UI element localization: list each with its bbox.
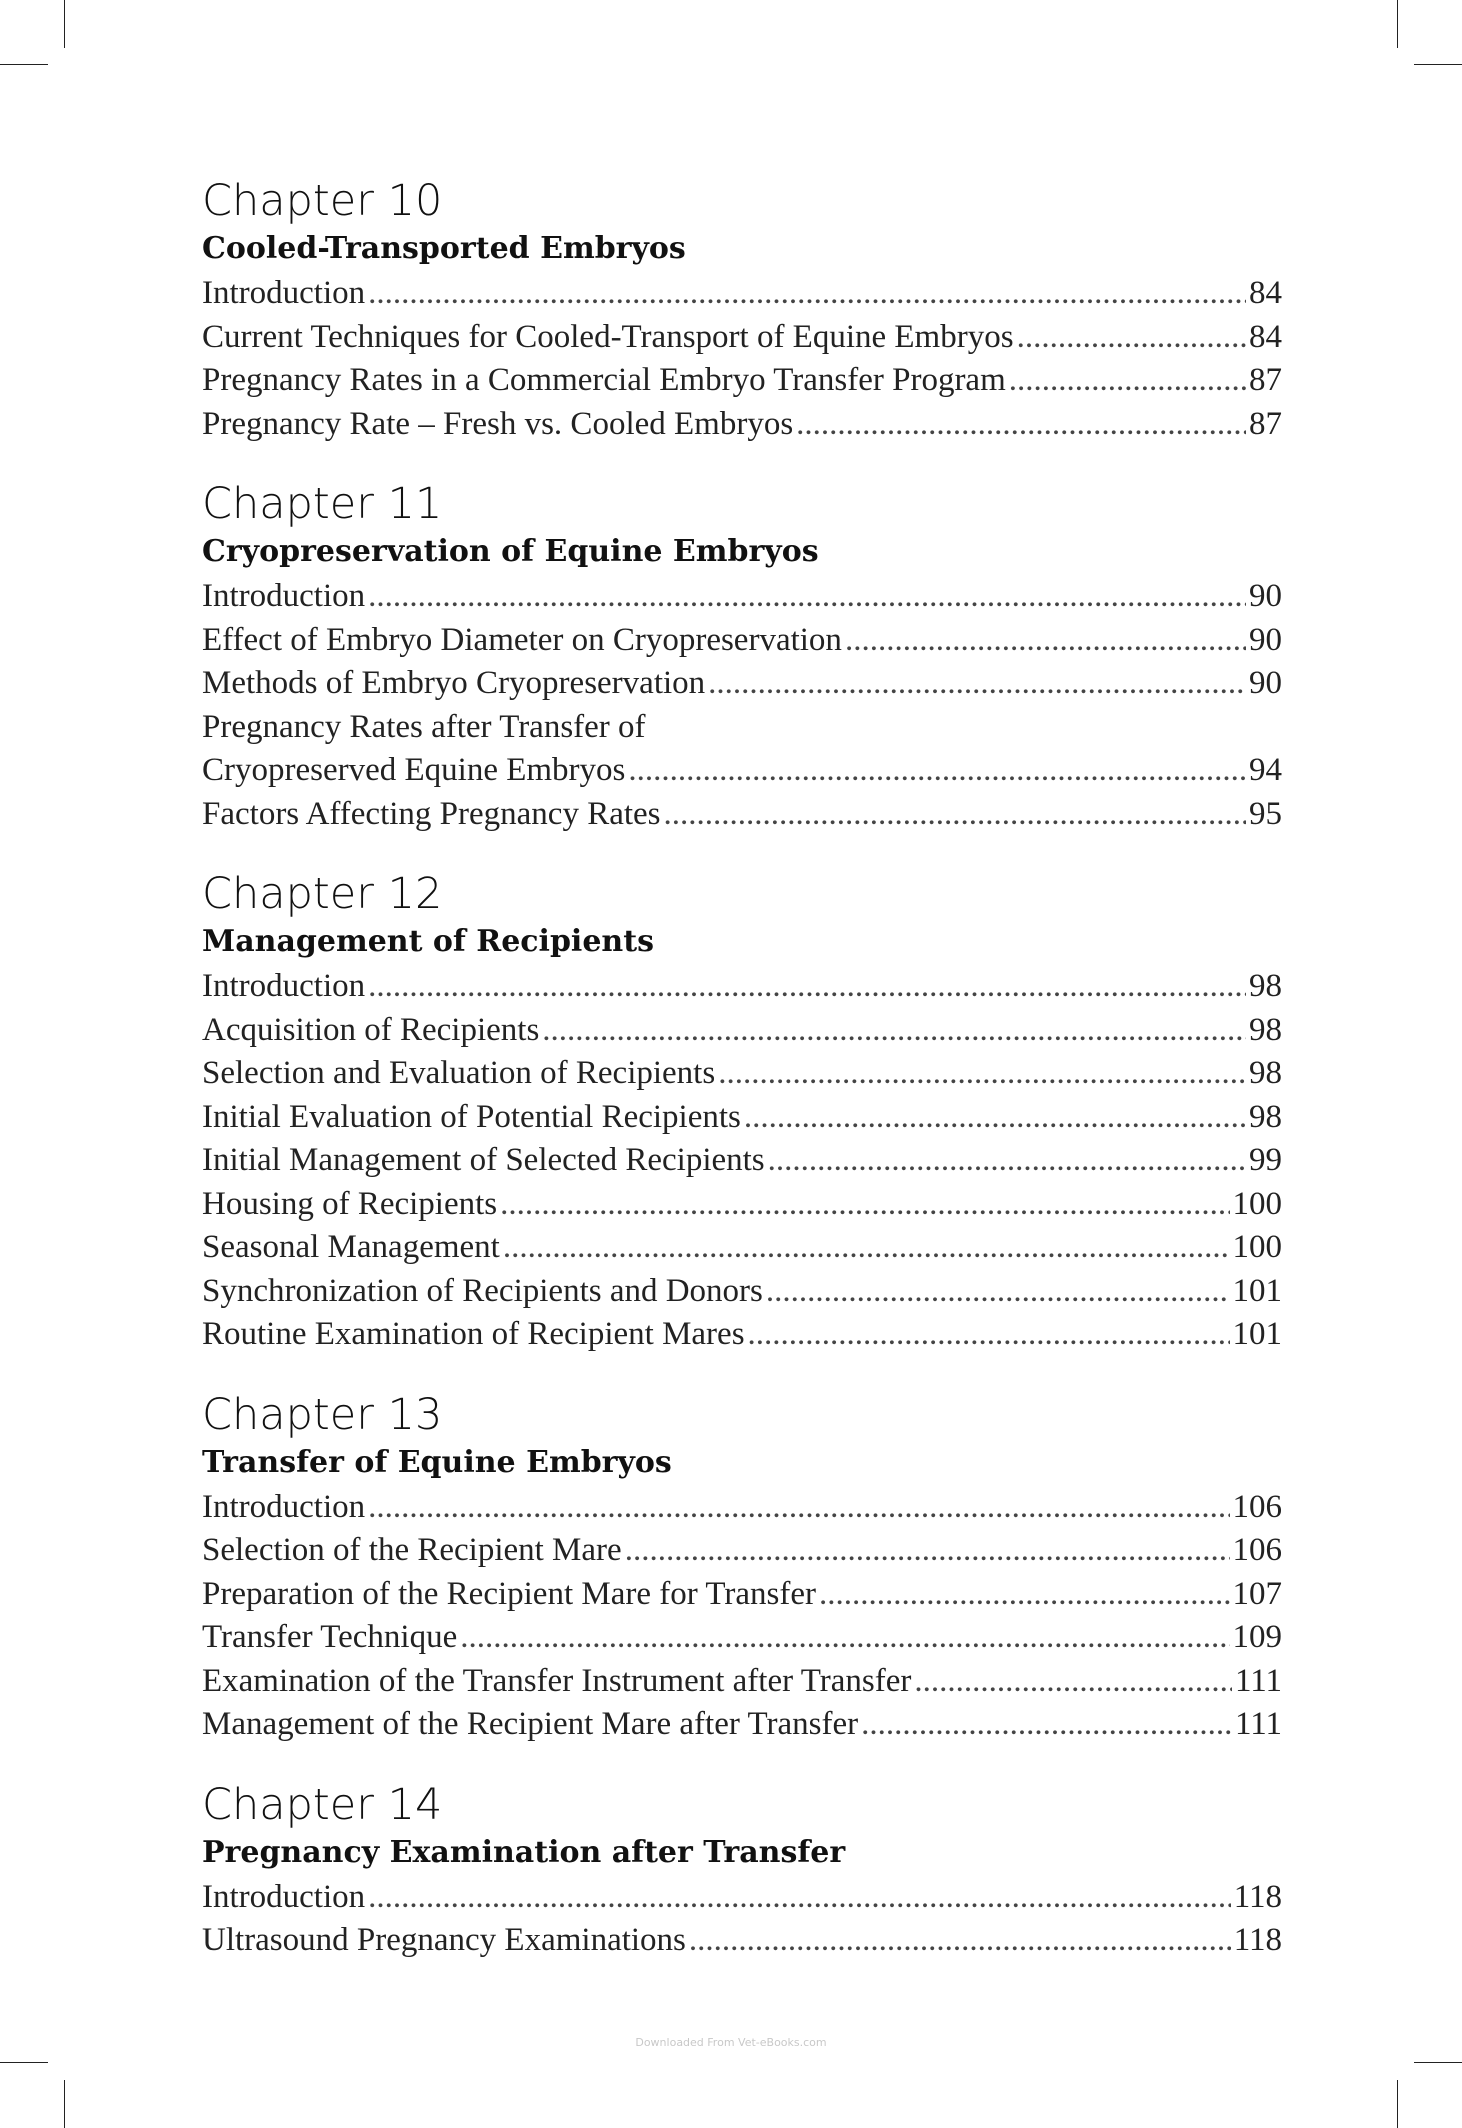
dot-leader <box>768 1139 1246 1183</box>
toc-entry-page: 100 <box>1232 1229 1282 1265</box>
toc-entry[interactable] <box>202 662 1282 706</box>
chapter-title: Pregnancy Examination after Transfer <box>202 1834 846 1870</box>
toc-entry[interactable] <box>202 1226 1282 1270</box>
toc-entry-page: 87 <box>1249 362 1282 398</box>
dot-leader <box>796 403 1246 447</box>
crop-mark-top-right <box>1414 64 1462 65</box>
dot-leader <box>689 1919 1231 1963</box>
toc-entry[interactable] <box>202 1703 1282 1747</box>
toc-entry[interactable] <box>202 1270 1282 1314</box>
toc-entry-title: Methods of Embryo Cryopreservation <box>202 665 706 701</box>
dot-leader <box>718 1052 1246 1096</box>
toc-entry[interactable] <box>202 793 1282 837</box>
footer-watermark: Downloaded From Vet-eBooks.com <box>635 2036 827 2049</box>
chapter-number: Chapter 14 <box>202 1779 443 1830</box>
dot-leader <box>628 749 1246 793</box>
chapter-title: Transfer of Equine Embryos <box>202 1444 672 1480</box>
toc-entry-page: 106 <box>1232 1532 1282 1568</box>
toc-entry-page: 84 <box>1249 318 1282 355</box>
toc-entry-page: 101 <box>1232 1272 1282 1309</box>
toc-entry-page: 98 <box>1249 1055 1282 1091</box>
toc-entry-title: Housing of Recipients <box>202 1185 498 1222</box>
dot-leader <box>766 1270 1230 1314</box>
toc-entry[interactable] <box>202 272 1282 316</box>
toc-entry-title: Management of the Recipient Mare after Transfer <box>202 1706 859 1742</box>
toc-entry[interactable] <box>202 359 1282 403</box>
toc-entry-title: Acquisition of Recipients <box>202 1011 540 1048</box>
dot-leader <box>845 619 1246 663</box>
toc-entry[interactable] <box>202 1660 1282 1704</box>
toc-entry-page: 106 <box>1232 1488 1282 1525</box>
chapter-number: Chapter 11 <box>202 479 443 529</box>
toc-entry-page: 118 <box>1233 1878 1282 1915</box>
toc-entry[interactable] <box>202 1009 1282 1053</box>
crop-mark-bottom-left <box>64 2080 65 2128</box>
toc-entry-page: 90 <box>1249 665 1282 701</box>
toc-entry-title: Initial Evaluation of Potential Recipients <box>202 1098 741 1135</box>
toc-entry[interactable] <box>202 706 1282 750</box>
toc-entry[interactable] <box>202 965 1282 1009</box>
dot-leader <box>914 1660 1232 1704</box>
dot-leader <box>1009 359 1246 403</box>
toc-entry-title: Synchronization of Recipients and Donors <box>202 1272 763 1309</box>
toc-entry[interactable] <box>202 1919 1282 1963</box>
toc-entry-title: Cryopreserved Equine Embryos <box>202 752 626 788</box>
toc-entry-title: Pregnancy Rates after Transfer of <box>202 708 646 745</box>
toc-entry-page: 109 <box>1232 1619 1282 1655</box>
toc-entry-title: Factors Affecting Pregnancy Rates <box>202 795 661 832</box>
chapter-title: Management of Recipients <box>202 924 654 959</box>
toc-entry[interactable] <box>202 1313 1282 1357</box>
toc-entry[interactable] <box>202 1486 1282 1530</box>
toc-entry-page: 98 <box>1249 1098 1282 1135</box>
chapter-title: Cooled-Transported Embryos <box>202 231 686 266</box>
dot-leader <box>368 1876 1231 1920</box>
toc-entry[interactable] <box>202 1529 1282 1573</box>
dot-leader <box>819 1573 1230 1617</box>
toc-entry-page: 100 <box>1232 1185 1282 1222</box>
chapter-title: Cryopreservation of Equine Embryos <box>202 534 819 569</box>
crop-mark-bottom-right <box>1414 2062 1462 2063</box>
toc-entry-page: 95 <box>1249 795 1282 832</box>
toc-entry-page: 107 <box>1232 1575 1282 1612</box>
toc-entry-page: 90 <box>1249 621 1282 658</box>
toc-entry-page: 98 <box>1249 968 1282 1004</box>
chapter-section <box>202 1390 1282 1747</box>
toc-entry-title: Pregnancy Rates in a Commercial Embryo Transfer Program <box>202 362 1006 398</box>
crop-mark-top-left <box>0 64 48 65</box>
toc-entry[interactable] <box>202 1616 1282 1660</box>
crop-mark-top-left <box>64 0 65 48</box>
toc-entry[interactable] <box>202 749 1282 793</box>
toc-entry-title: Seasonal Management <box>202 1229 500 1265</box>
toc-entry[interactable] <box>202 403 1282 447</box>
toc-entry[interactable] <box>202 316 1282 360</box>
toc-entry-page: 99 <box>1249 1142 1282 1178</box>
toc-entry-title: Initial Management of Selected Recipients <box>202 1142 765 1178</box>
dot-leader <box>542 1009 1246 1053</box>
crop-mark-top-right <box>1397 0 1398 48</box>
toc-entry-title: Ultrasound Pregnancy Examinations <box>202 1922 686 1958</box>
toc-entry-title: Transfer Technique <box>202 1619 458 1655</box>
toc-entry-page: 84 <box>1249 275 1282 311</box>
toc-entry[interactable] <box>202 1096 1282 1140</box>
dot-leader <box>625 1529 1230 1573</box>
chapter-section <box>202 176 1282 446</box>
toc-entry-title: Pregnancy Rate – Fresh vs. Cooled Embryos <box>202 405 794 442</box>
chapter-number: Chapter 13 <box>202 1389 443 1440</box>
dot-leader <box>708 662 1246 706</box>
toc-entry[interactable] <box>202 1052 1282 1096</box>
toc-entry-title: Routine Examination of Recipient Mares <box>202 1316 745 1352</box>
toc-entry-title: Current Techniques for Cooled-Transport of Equine Embryos <box>202 318 1014 355</box>
toc-entry-title: Introduction <box>202 1878 366 1915</box>
toc-entry-title: Selection and Evaluation of Recipients <box>202 1055 716 1091</box>
toc-entry-title: Introduction <box>202 275 366 311</box>
toc-entry-title: Preparation of the Recipient Mare for Transfer <box>202 1575 816 1612</box>
dot-leader <box>503 1226 1230 1270</box>
toc-entry[interactable] <box>202 1183 1282 1227</box>
dot-leader <box>460 1616 1229 1660</box>
toc-entry-title: Introduction <box>202 1488 366 1525</box>
toc-entry-title: Selection of the Recipient Mare <box>202 1532 622 1568</box>
toc-entry-title: Examination of the Transfer Instrument after Transfer <box>202 1662 912 1699</box>
chapter-section <box>202 479 1282 836</box>
crop-mark-bottom-right <box>1397 2080 1398 2128</box>
chapter-section <box>202 869 1282 1357</box>
toc-entry-page: 98 <box>1249 1011 1282 1048</box>
toc-entry-page: 101 <box>1232 1316 1282 1352</box>
dot-leader <box>368 272 1246 316</box>
toc-entry[interactable] <box>202 1876 1282 1920</box>
chapter-number: Chapter 12 <box>202 869 443 919</box>
toc-entry[interactable] <box>202 619 1282 663</box>
dot-leader <box>1017 316 1246 360</box>
toc-entry-page: 111 <box>1234 1662 1282 1699</box>
toc-entry-page: 90 <box>1249 578 1282 614</box>
dot-leader <box>744 1096 1246 1140</box>
toc-entry-page: 118 <box>1233 1922 1282 1958</box>
toc-entry-title: Introduction <box>202 968 366 1004</box>
dot-leader <box>664 793 1246 837</box>
crop-mark-bottom-left <box>0 2062 48 2063</box>
toc-entry-page: 111 <box>1234 1706 1282 1742</box>
toc-entry-title: Effect of Embryo Diameter on Cryopreservation <box>202 621 842 658</box>
dot-leader <box>368 1486 1229 1530</box>
dot-leader <box>748 1313 1230 1357</box>
table-of-contents <box>202 176 1282 1996</box>
dot-leader <box>500 1183 1229 1227</box>
chapter-section <box>202 1780 1282 1963</box>
toc-entry-page: 94 <box>1249 752 1282 788</box>
toc-entry[interactable] <box>202 1139 1282 1183</box>
chapter-number: Chapter 10 <box>202 176 443 226</box>
toc-entry[interactable] <box>202 575 1282 619</box>
dot-leader <box>368 965 1246 1009</box>
toc-entry[interactable] <box>202 1573 1282 1617</box>
dot-leader <box>861 1703 1232 1747</box>
dot-leader <box>368 575 1246 619</box>
toc-entry-title: Introduction <box>202 578 366 614</box>
toc-entry-page: 87 <box>1249 405 1282 442</box>
